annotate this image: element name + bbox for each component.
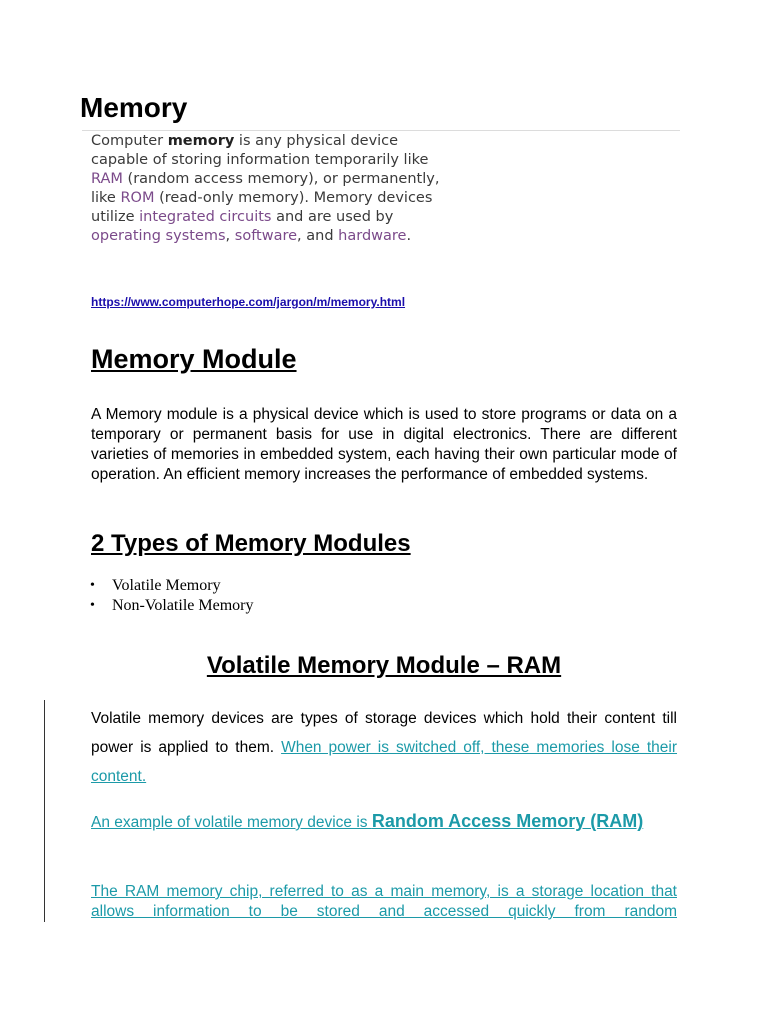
link-integrated-circuits[interactable]: integrated circuits (139, 209, 272, 225)
intro-text: (read-only memory). Memory devices utilize (91, 190, 433, 225)
volatile-text: Volatile memory devices are types of storage devices which hold their content till power is applied to them. (91, 710, 677, 756)
example-lead: An example of volatile memory device is (91, 814, 372, 831)
list-item: • Non-Volatile Memory (90, 596, 253, 616)
example-ram-emphasis: Random Access Memory (RAM) (371, 811, 644, 831)
link-operating-systems[interactable]: operating systems (91, 228, 226, 244)
intro-text: , (225, 228, 235, 244)
heading-volatile-module: Volatile Memory Module – RAM (206, 652, 562, 679)
intro-text: , and (297, 228, 339, 244)
types-list (90, 576, 253, 616)
intro-text: and are used by (271, 209, 394, 225)
list-item: • Volatile Memory (90, 576, 253, 596)
link-software[interactable]: software (234, 228, 298, 244)
paragraph-volatile (91, 704, 677, 791)
intro-paragraph (91, 132, 451, 246)
intro-text: . (406, 228, 412, 244)
intro-text: is any physical device capable of storing information temporarily like (91, 133, 429, 168)
volatile-link-text[interactable]: When power is switched off, these memories lose their content. (91, 739, 678, 785)
heading-rule (82, 130, 680, 131)
paragraph-memory-module: A Memory module is a physical device which is used to store programs or data on a temporary or permanent basis for use in digital electronics. There are different varieties of memories in embedded system, each having their own particular mode of operation. An efficient memory increases the performance of embedded systems. (91, 406, 677, 483)
source-link[interactable]: https://www.computerhope.com/jargon/m/memory.html (91, 295, 406, 309)
intro-memory-bold: memory (167, 133, 235, 149)
link-rom[interactable]: ROM (120, 190, 155, 206)
margin-line (44, 700, 45, 922)
heading-memory: Memory (80, 92, 188, 123)
intro-text: (random access memory), or permanently, like (91, 171, 440, 206)
link-ram[interactable]: RAM (91, 171, 123, 187)
heading-memory-module: Memory Module (91, 344, 297, 374)
intro-text: Computer (91, 133, 168, 149)
link-hardware[interactable]: hardware (338, 228, 407, 244)
paragraph-example[interactable] (91, 810, 677, 834)
heading-types: 2 Types of Memory Modules (91, 530, 411, 557)
paragraph-ram-chip[interactable]: The RAM memory chip, referred to as a main memory, is a storage location that allows information to be stored and accessed quickly from random (91, 883, 677, 920)
